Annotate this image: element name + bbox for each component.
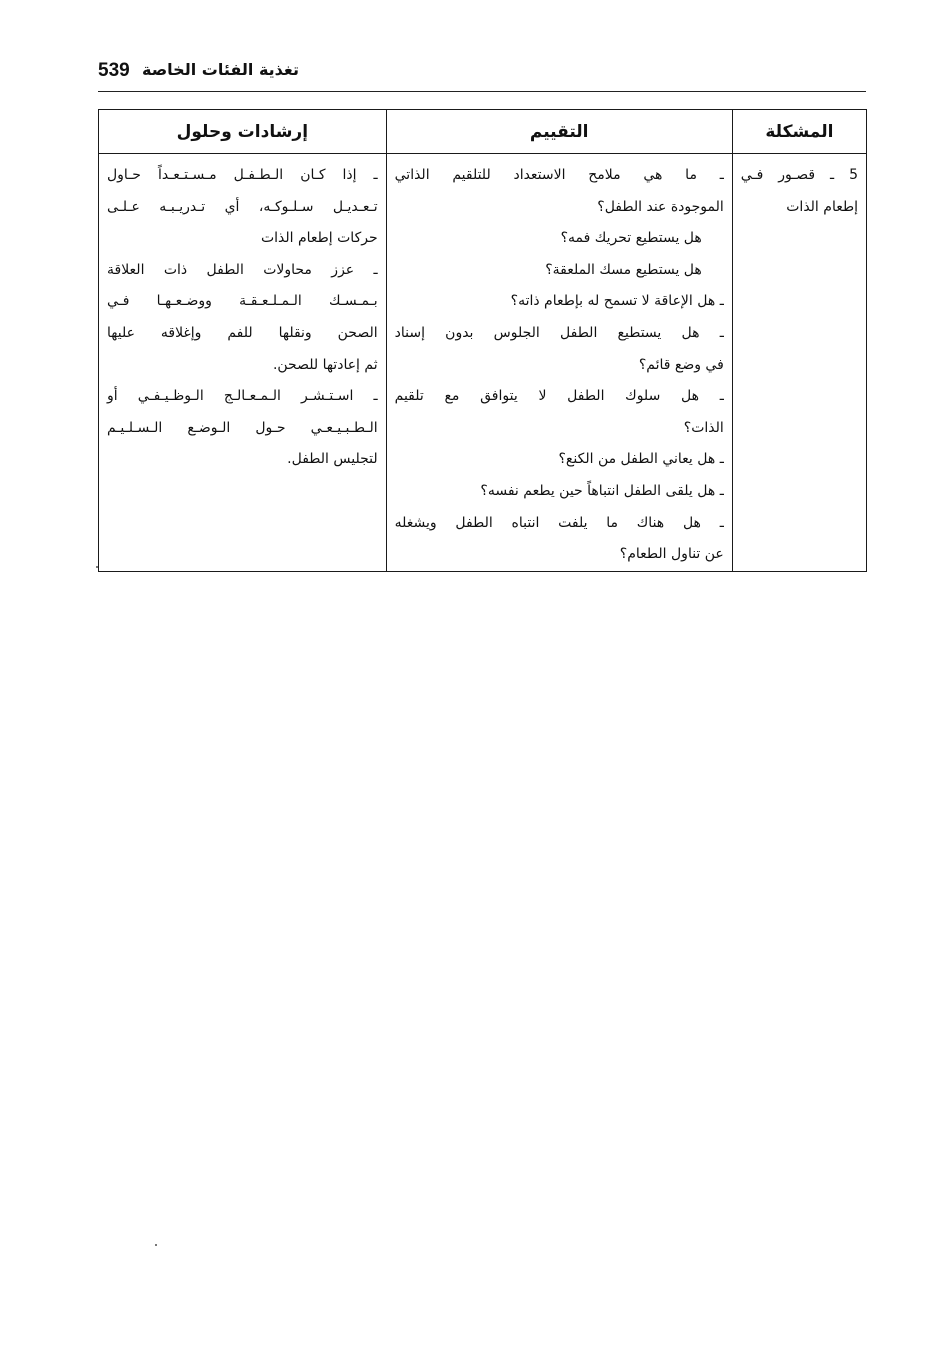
evaluation-line: ـ هل هناك ما يلفت انتباه الطفل ويشغله [394,514,724,531]
evaluation-line: ـ هل يلقى الطفل انتباهاً حين يطعم نفسه؟ [480,482,724,499]
guidance-line: ـ اسـتـشـر الـمـعـالـج الـوظـيـفـي أو [107,388,378,405]
header-rule [98,91,866,92]
guidance-line: حركات إطعام الذات [260,230,378,247]
evaluation-line: هل يستطيع تحريك فمه؟ [560,230,702,247]
guidance-cell [99,154,387,572]
page-number: 539 [98,60,130,81]
guidance-line: ثم إعادتها للصحن. [272,356,378,373]
guidance-line: الـطـبـيـعـي حـول الـوضـع الـسـلـيـم [107,419,378,436]
evaluation-line: ـ هل سلوك الطفل لا يتوافق مع تلقيم [394,388,724,405]
guidance-line: تـعـديـل سـلـوكـه، أي تـدريـبـه عـلـى [107,198,378,215]
scan-speck [96,566,98,568]
problem-line: 5 ـ قصـور فـي [740,167,858,183]
evaluation-cell [386,154,732,572]
evaluation-line: الذات؟ [683,419,724,436]
column-header-problem: المشكلة [732,110,866,154]
column-header-guidance: إرشادات وحلول [99,110,387,154]
guidance-line: لتجليس الطفل. [287,451,378,468]
guidance-line: ـ عزز محاولات الطفل ذات العلاقة [107,261,378,278]
evaluation-line: ـ هل يعاني الطفل من الكنع؟ [558,451,724,468]
evaluation-line: ـ هل يستطيع الطفل الجلوس بدون إسناد [394,324,724,341]
guidance-line: الصحن ونقلها للفم وإغلاقه عليها [107,324,378,341]
evaluation-line: هل يستطيع مسك الملعقة؟ [545,261,702,278]
evaluation-line: ـ ما هي ملامح الاستعداد للتلقيم الذاتي [394,167,724,183]
table-row [99,154,867,572]
evaluation-line: الموجودة عند الطفل؟ [597,198,724,215]
guidance-line: بـمـسـك الـمـلـعـقـة ووضـعـهـا فـي [107,293,378,310]
running-title: تغذية الفئات الخاصة [142,60,299,79]
page-header [98,58,866,88]
guidance-line: ـ إذا كـان الـطـفـل مـسـتـعـداً حـاول [107,167,378,183]
evaluation-line: عن تناول الطعام؟ [619,546,724,563]
evaluation-line: ـ هل الإعاقة لا تسمح له بإطعام ذاته؟ [510,293,724,310]
scan-speck [155,1244,157,1246]
problem-line: إطعام الذات [786,198,858,215]
table-header-row [99,110,867,154]
problem-cell [732,154,866,572]
evaluation-line: في وضع قائم؟ [638,356,724,373]
content-table [98,109,867,572]
column-header-evaluation: التقييم [386,110,732,154]
